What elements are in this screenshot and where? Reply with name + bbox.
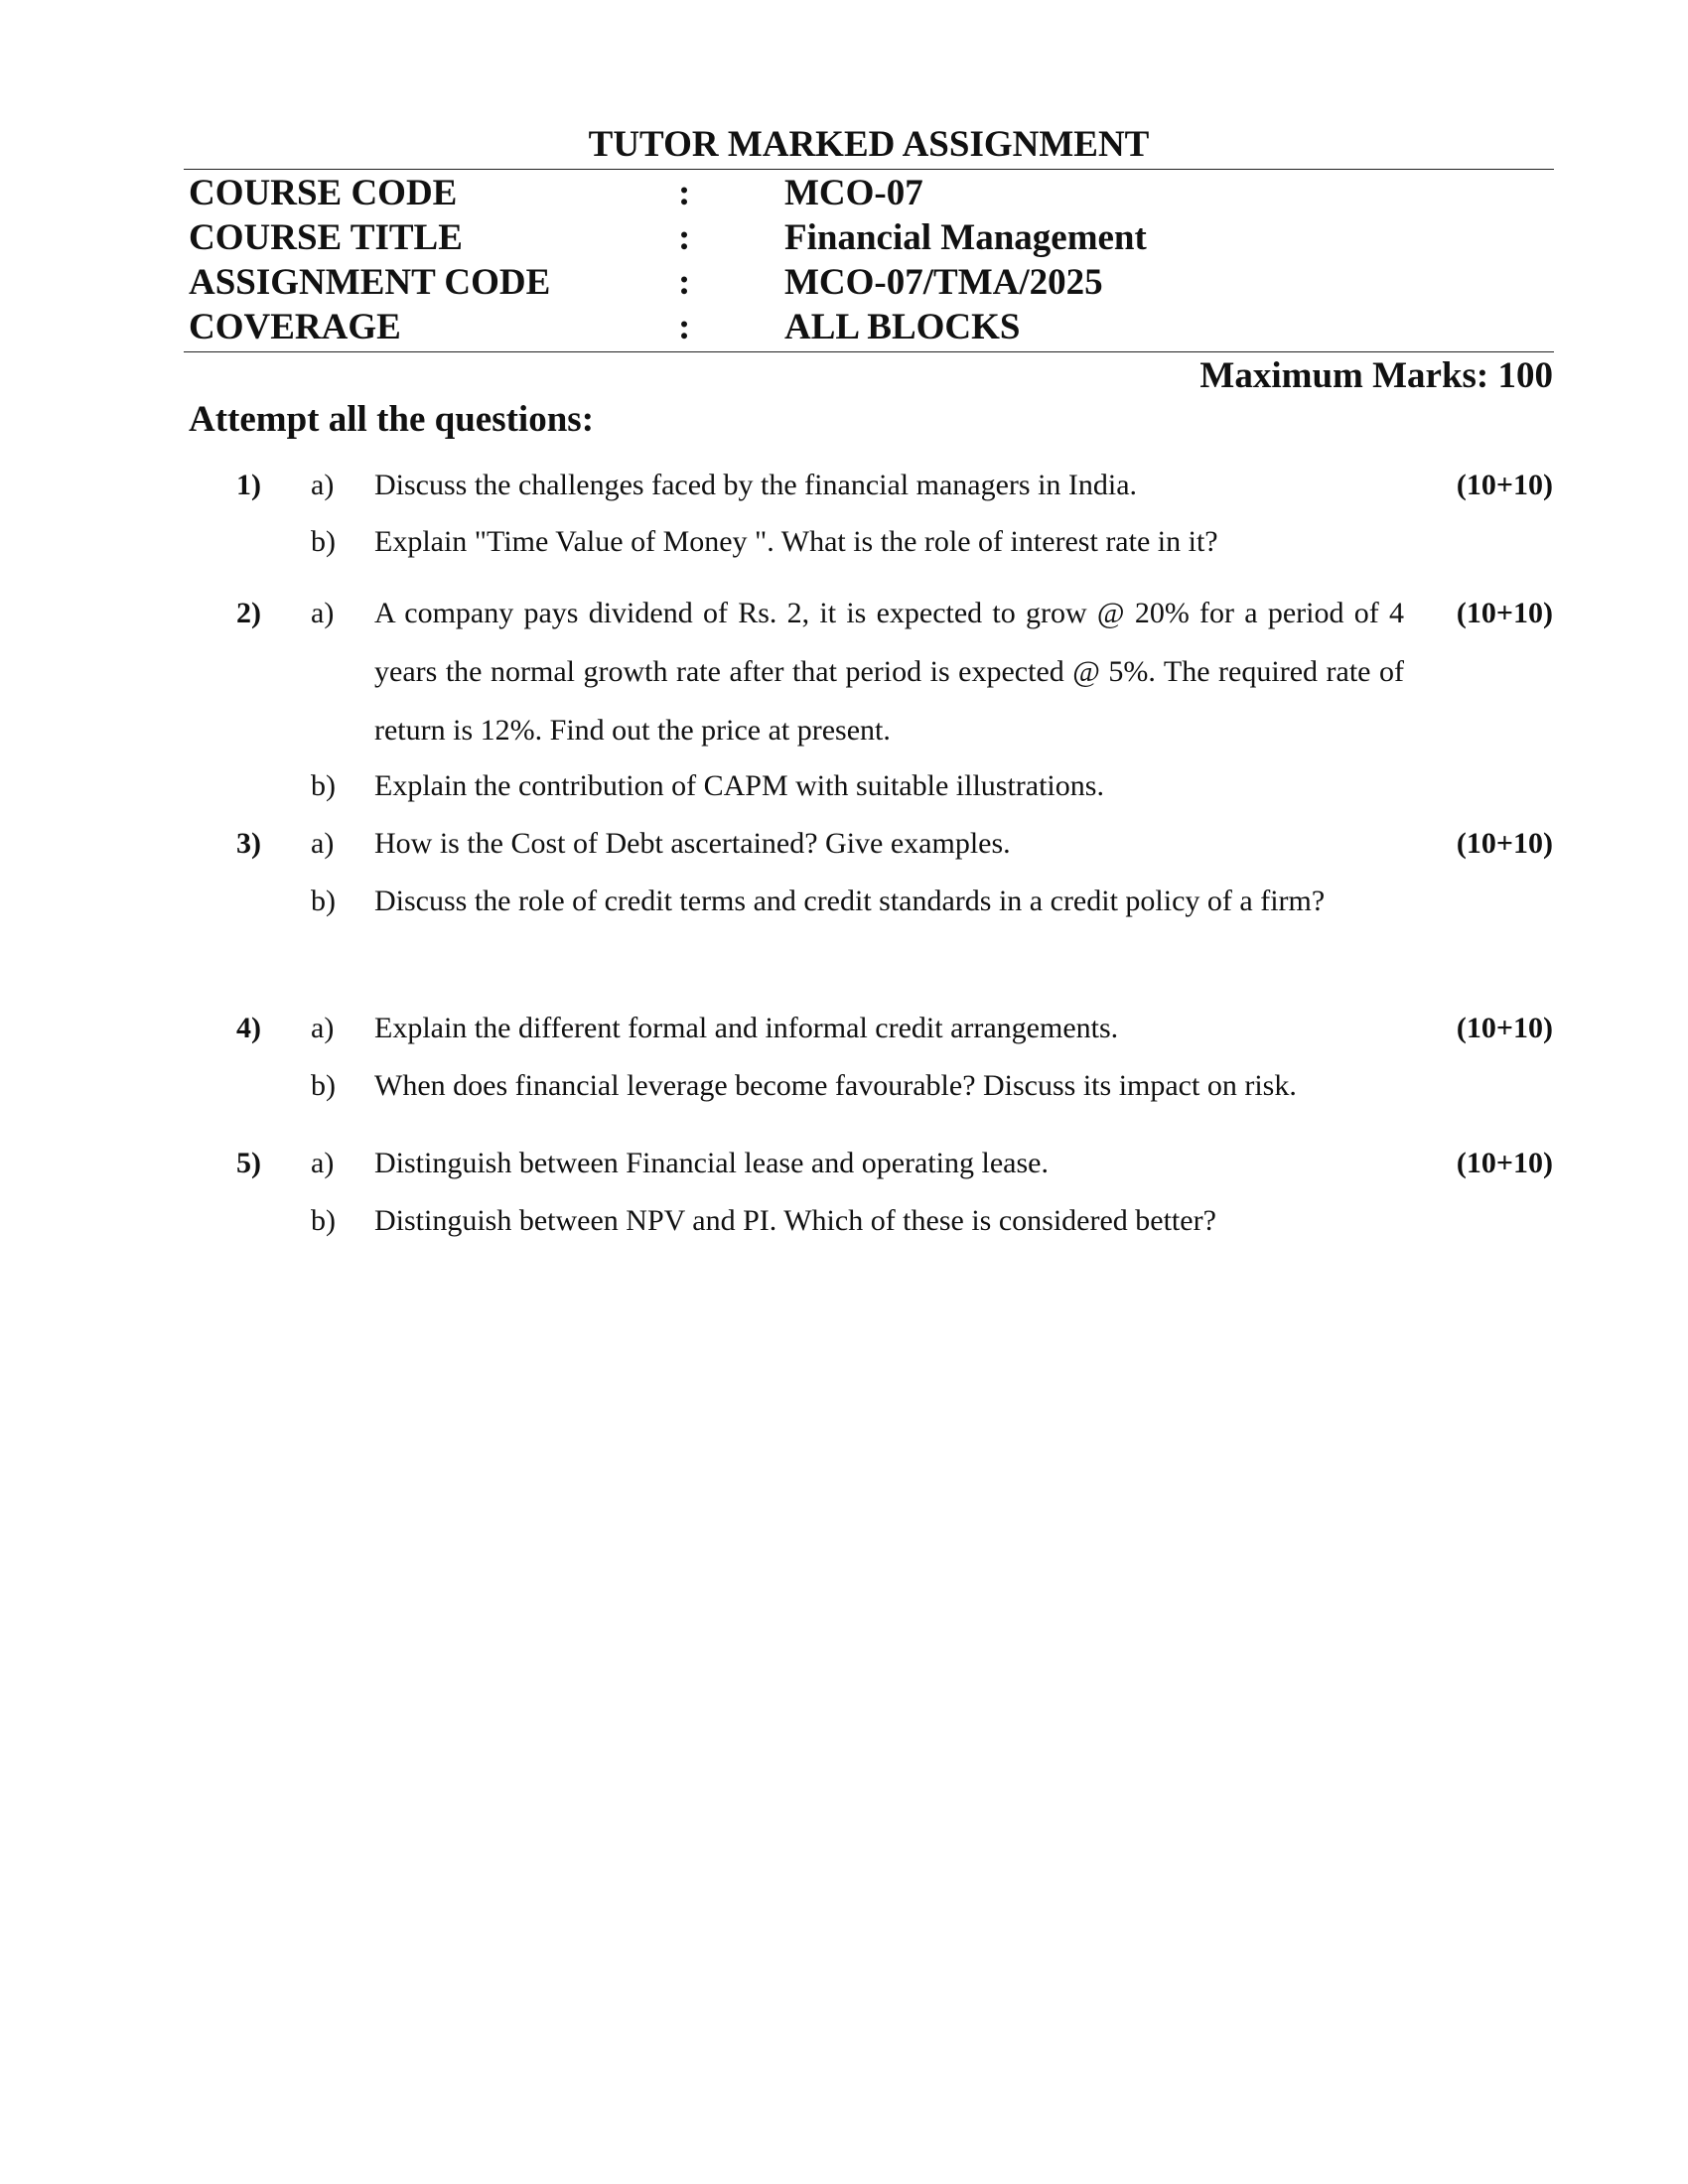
part-letter: b) — [311, 525, 336, 558]
meta-separator: : — [678, 262, 691, 303]
meta-row-coverage — [189, 305, 1549, 349]
question-number: 2) — [236, 597, 261, 629]
part-letter: a) — [311, 1012, 335, 1044]
part-letter: a) — [311, 469, 335, 501]
part-letter: b) — [311, 769, 336, 802]
document-title: TUTOR MARKED ASSIGNMENT — [588, 124, 1150, 165]
meta-separator: : — [678, 217, 691, 258]
question-number: 1) — [236, 469, 261, 501]
meta-value: Financial Management — [784, 217, 1147, 258]
meta-row-assignment-code — [189, 260, 1549, 305]
question-marks: (10+10) — [1456, 597, 1553, 629]
question-part-text: Discuss the challenges faced by the financial managers in India. — [374, 469, 1138, 501]
meta-row-course-code — [189, 171, 1549, 215]
question-part-text: Explain the contribution of CAPM with suitable illustrations. — [374, 769, 1104, 802]
question-part-text: When does financial leverage become favourable? Discuss its impact on risk. — [374, 1069, 1297, 1102]
question-part-text: Distinguish between Financial lease and operating lease. — [374, 1147, 1049, 1179]
question-number: 5) — [236, 1147, 261, 1179]
meta-value: MCO-07 — [784, 173, 923, 213]
maximum-marks: Maximum Marks: 100 — [1199, 355, 1553, 396]
question-number: 4) — [236, 1012, 261, 1044]
meta-value: MCO-07/TMA/2025 — [784, 262, 1103, 303]
question-part-text: Distinguish between NPV and PI. Which of these is considered better? — [374, 1204, 1216, 1237]
question-marks: (10+10) — [1456, 1147, 1553, 1179]
header-bottom-rule — [184, 351, 1554, 352]
instructions-heading: Attempt all the questions: — [189, 399, 595, 440]
part-letter: a) — [311, 597, 335, 629]
question-marks: (10+10) — [1456, 1012, 1553, 1044]
part-letter: a) — [311, 1147, 335, 1179]
part-letter: b) — [311, 1204, 336, 1237]
question-part-text: A company pays dividend of Rs. 2, it is expected to grow @ 20% for a period of 4 years the normal growth rate after that period is expected @ 5%. The required rate of return is 12%. Find out the price at present. — [374, 597, 1404, 747]
question-part-text: Discuss the role of credit terms and credit standards in a credit policy of a firm? — [374, 885, 1326, 917]
question-marks: (10+10) — [1456, 469, 1553, 501]
meta-key: ASSIGNMENT CODE — [189, 262, 551, 303]
question-number: 3) — [236, 827, 261, 860]
question-part-text: Explain "Time Value of Money ". What is the role of interest rate in it? — [374, 525, 1218, 558]
meta-separator: : — [678, 307, 691, 347]
meta-key: COVERAGE — [189, 307, 401, 347]
question-part-text: How is the Cost of Debt ascertained? Give examples. — [374, 827, 1011, 860]
meta-row-course-title — [189, 215, 1549, 260]
part-letter: b) — [311, 1069, 336, 1102]
part-letter: a) — [311, 827, 335, 860]
meta-key: COURSE CODE — [189, 173, 458, 213]
question-marks: (10+10) — [1456, 827, 1553, 860]
meta-value: ALL BLOCKS — [784, 307, 1021, 347]
header-top-rule — [184, 169, 1554, 170]
assignment-meta-table — [189, 171, 1549, 349]
meta-separator: : — [678, 173, 691, 213]
question-part-text: Explain the different formal and informal credit arrangements. — [374, 1012, 1119, 1044]
meta-key: COURSE TITLE — [189, 217, 463, 258]
part-letter: b) — [311, 885, 336, 917]
